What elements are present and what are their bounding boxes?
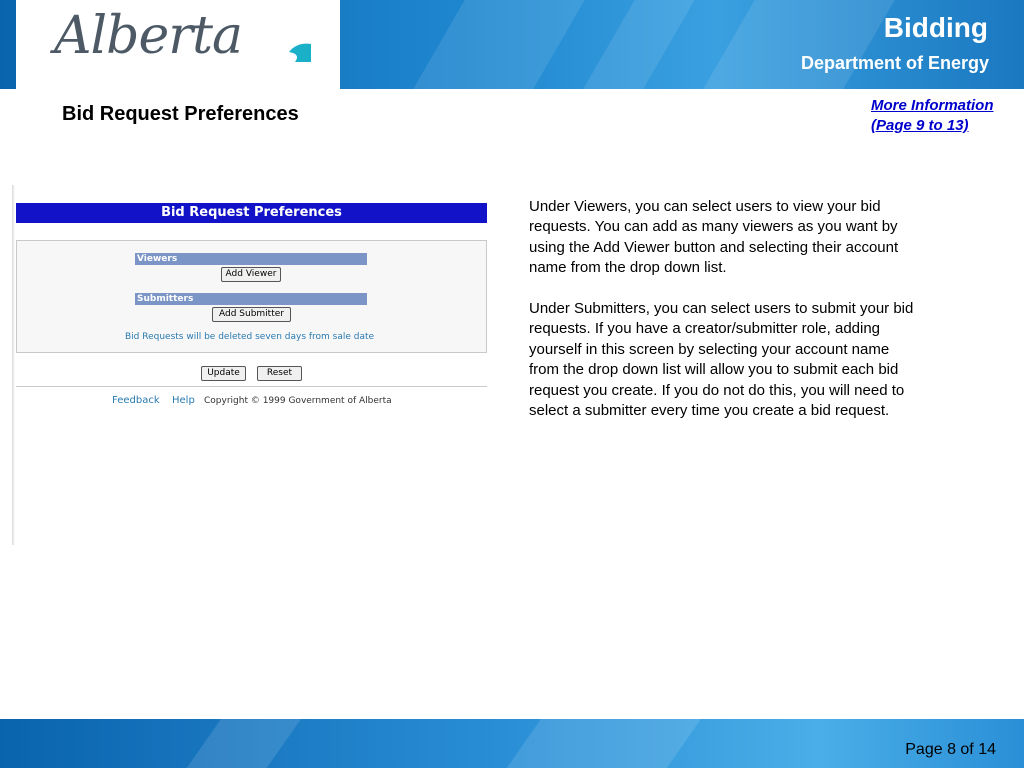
submitters-description: Under Submitters, you can select users to submit your bid requests. If you have a creator/submitter role, adding yourself in this screen by selecting your account name from the drop down list will allow you to submit each bid request you create. If you do not do this, you will need to select a submitter every time you create a bid request.: [529, 300, 914, 420]
page-title: Bid Request Preferences: [62, 103, 299, 125]
header-streak: [662, 0, 917, 89]
update-button[interactable]: Update: [201, 366, 246, 381]
viewers-description: Under Viewers, you can select users to view your bid requests. You can add as many viewers as you want by using the Add Viewer button and selecting their account name from the drop down list.: [529, 198, 899, 277]
more-information-pages: (Page 9 to 13): [871, 117, 969, 134]
add-submitter-button[interactable]: Add Submitter: [212, 307, 291, 322]
reset-button[interactable]: Reset: [257, 366, 302, 381]
header-banner: [0, 0, 1024, 89]
add-viewer-button[interactable]: Add Viewer: [221, 267, 281, 282]
embedded-screenshot: [12, 185, 492, 545]
logo-accent-icon: [289, 42, 311, 62]
feedback-link[interactable]: Feedback: [112, 395, 160, 406]
logo-wordmark: Alberta: [54, 6, 242, 66]
header-title: Bidding: [883, 12, 988, 43]
deletion-note: Bid Requests will be deleted seven days from sale date: [125, 332, 375, 342]
footer-streak: [485, 719, 715, 768]
more-information-label: More Information: [871, 97, 994, 114]
footer-banner: [0, 719, 1024, 768]
more-information-link[interactable]: [871, 96, 994, 136]
submitters-section-bar: Submitters: [135, 293, 367, 305]
header-streak: [372, 0, 607, 89]
viewers-section-bar: Viewers: [135, 253, 367, 265]
page-number: Page 8 of 14: [905, 741, 996, 758]
header-subtitle: Department of Energy: [800, 53, 989, 73]
copyright-text: Copyright © 1999 Government of Alberta: [204, 396, 392, 406]
logo: [16, 0, 340, 89]
help-link[interactable]: Help: [172, 395, 195, 406]
screenshot-divider: [16, 386, 487, 387]
footer-streak: [165, 719, 315, 768]
screenshot-title-bar: Bid Request Preferences: [16, 203, 487, 223]
screenshot-edge: [12, 185, 15, 545]
